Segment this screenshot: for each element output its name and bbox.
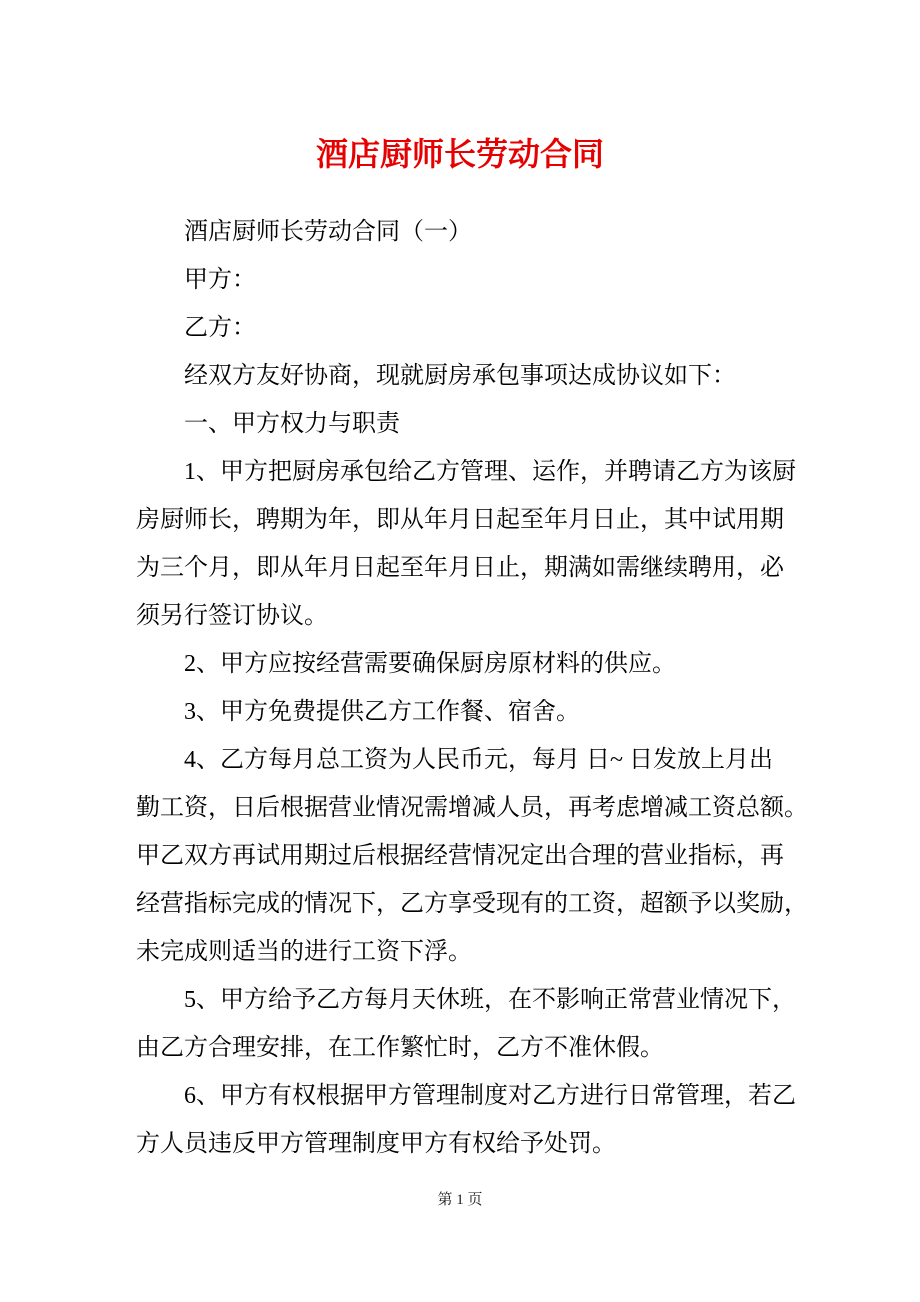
paragraph-line: 方人员违反甲方管理制度甲方有权给予处罚。: [136, 1131, 616, 1157]
paragraph-line: 6、甲方有权根据甲方管理制度对乙方进行日常管理，若乙: [184, 1083, 796, 1109]
paragraph-line: 为三个月，即从年月日起至年月日止，期满如需继续聘用，必: [136, 555, 784, 581]
paragraph-line: 经营指标完成的情况下，乙方享受现有的工资，超额予以奖励，: [136, 891, 808, 917]
paragraph-line: 酒店厨师长劳动合同（一）: [184, 219, 472, 245]
paragraph-line: 勤工资，日后根据营业情况需增减人员，再考虑增减工资总额。: [136, 795, 808, 821]
paragraph-line: 3、甲方免费提供乙方工作餐、宿舍。: [184, 699, 580, 725]
paragraph-line: 5、甲方给予乙方每月天休班，在不影响正常营业情况下，: [184, 987, 796, 1013]
paragraph-line: 未完成则适当的进行工资下浮。: [136, 939, 472, 965]
paragraph-line: 1、甲方把厨房承包给乙方管理、运作，并聘请乙方为该厨: [184, 459, 796, 485]
paragraph-line: 房厨师长，聘期为年，即从年月日起至年月日止，其中试用期: [136, 507, 784, 533]
paragraph-line: 经双方友好协商，现就厨房承包事项达成协议如下：: [184, 363, 736, 389]
paragraph-line: 甲方：: [184, 267, 256, 293]
paragraph-line: 2、甲方应按经营需要确保厨房原材料的供应。: [184, 651, 676, 677]
page-number-footer: 第 1 页: [437, 1192, 483, 1208]
paragraph-line: 一、甲方权力与职责: [184, 411, 400, 437]
paragraph-line: 甲乙双方再试用期过后根据经营情况定出合理的营业指标，再: [136, 843, 784, 869]
paragraph-line: 4、乙方每月总工资为人民币元，每月 日~ 日发放上月出: [184, 747, 773, 773]
paragraph-line: 须另行签订协议。: [136, 603, 328, 629]
paragraph-line: 乙方：: [184, 315, 256, 341]
document-title: 酒店厨师长劳动合同: [315, 135, 604, 173]
document-body: [136, 208, 808, 1168]
paragraph-line: 由乙方合理安排，在工作繁忙时，乙方不准休假。: [136, 1035, 664, 1061]
